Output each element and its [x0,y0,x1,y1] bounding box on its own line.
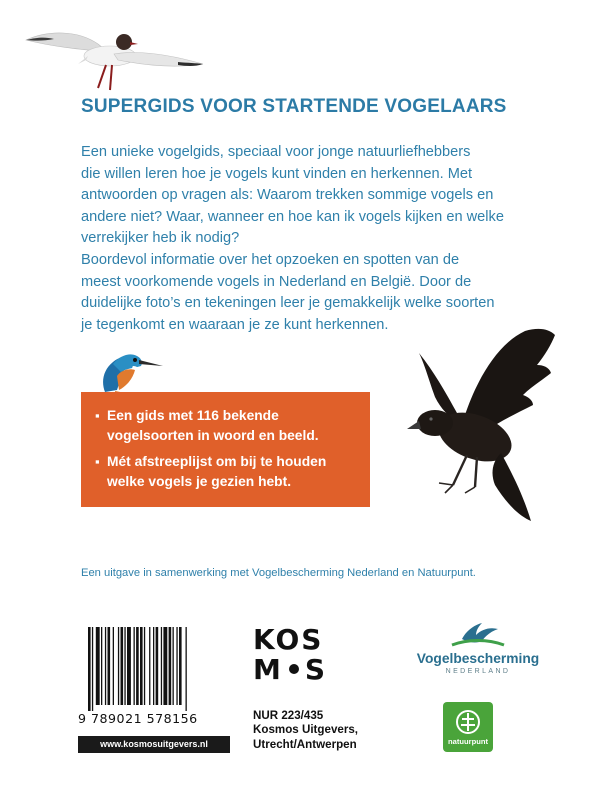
kingfisher-image [95,342,165,398]
highlight-item [95,406,358,446]
vogelbescherming-logo [413,619,543,687]
page-title: SUPERGIDS VOOR STARTENDE VOGELAARS [81,96,507,117]
highlight-item [95,452,358,492]
kosmos-logo-text: M [253,652,283,686]
natuurpunt-logo [443,702,493,752]
barcode-number: 9 789021 578156 [78,711,198,726]
publisher-info [253,709,383,752]
description-line: antwoorden op vragen als: Waarom trekken sommige vogels en [81,187,494,204]
description-line: die willen leren hoe je vogels kunt vinden en herkennen. Met [81,165,473,182]
description-text [81,142,551,336]
kosmos-logo-line [253,654,345,684]
bullet-icon: ▪ [95,454,100,469]
collaboration-text: Een uitgave in samenwerking met Vogelbescherming Nederland en Natuurpunt. [81,567,476,579]
description-line: andere niet? Waar, wanneer en hoe kan ik vogels kijken en welke [81,208,504,225]
highlights-box [81,392,370,507]
crow-image [405,325,565,525]
gull-image [18,10,208,100]
barcode [78,627,228,737]
bullet-icon: ▪ [95,408,100,423]
description-line: verrekijker heb ik nodig? [81,230,240,247]
description-line: Boordevol informatie over het opzoeken en spotten van de [81,251,460,268]
natuurpunt-name: natuurpunt [447,737,489,746]
website-link[interactable]: www.kosmosuitgevers.nl [78,736,230,753]
vogelbescherming-bird-icon [448,619,508,649]
publisher-name: Kosmos Uitgevers, [253,723,359,737]
description-line: Een unieke vogelgids, speciaal voor jonge natuurliefhebbers [81,144,471,160]
kosmos-logo [253,624,345,688]
highlight-line: welke vogels je gezien hebt. [107,474,292,489]
barcode-bars [78,627,228,711]
kosmos-logo-line [253,624,345,654]
highlight-line: vogelsoorten in woord en beeld. [107,428,319,443]
description-line: je tegenkomt en waaraan je ze kunt herkennen. [81,316,389,333]
publisher-city: Utrecht/Antwerpen [253,737,357,751]
description-line: duidelijke foto’s en tekeningen leer je gemakkelijk welke soorten [81,295,495,312]
kosmos-logo-text: KOS [253,622,324,656]
highlight-line: Mét afstreeplijst om bij te houden [107,454,327,469]
nur-code: NUR 223/435 [253,709,324,722]
description-line: meest voorkomende vogels in Nederland en België. Door de [81,273,472,290]
highlight-line: Een gids met 116 bekende [107,408,279,423]
natuurpunt-icon [454,708,482,736]
kosmos-dot-icon [289,664,299,674]
kosmos-logo-text: S [304,652,328,686]
vogelbescherming-sub: NEDERLAND [445,668,511,675]
vogelbescherming-name: Vogelbescherming [416,651,540,666]
